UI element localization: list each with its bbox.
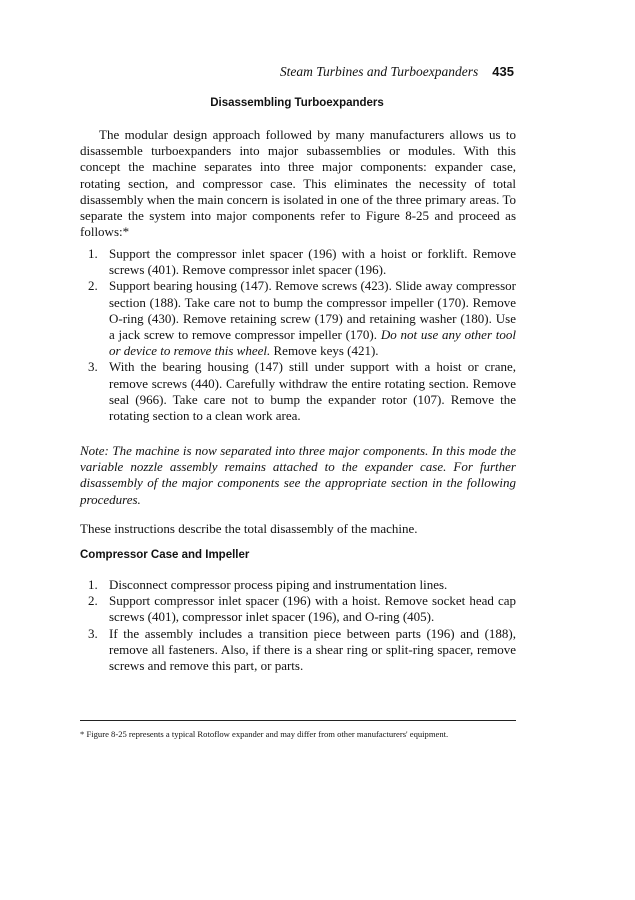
step-number: 2. bbox=[88, 593, 98, 609]
compressor-steps bbox=[80, 577, 516, 674]
step-text-after: Remove keys (421). bbox=[273, 343, 379, 359]
step-number: 1. bbox=[88, 246, 98, 261]
page-number: 435 bbox=[492, 64, 514, 79]
section-heading: Disassembling Turboexpanders bbox=[210, 97, 384, 109]
step-number: 3. bbox=[88, 359, 98, 375]
sub-heading: Compressor Case and Impeller bbox=[80, 549, 250, 561]
step-number: 2. bbox=[88, 278, 98, 294]
intro-paragraph: The modular design approach followed by many manufacturers allows us to disassemble turboexpanders into major subassemblies or modules. With this concept the machine separates into three major components: expander case, rotating section, and compressor case. This eliminates the necessity of total disassembly when the main concern is isolated in one of the three primary areas. To separate the system into major components refer to Figure 8-25 and proceed as follows:* bbox=[80, 127, 516, 240]
instructions-paragraph: These instructions describe the total disassembly of the machine. bbox=[80, 521, 418, 536]
list-item bbox=[80, 577, 516, 593]
list-item bbox=[80, 359, 516, 424]
step-warning: Do not use any other tool or device to remove this wheel. bbox=[109, 327, 517, 359]
list-item bbox=[80, 593, 516, 625]
footnote: * Figure 8-25 represents a typical Rotoflow expander and may differ from other manufacturers' equipment. bbox=[80, 729, 449, 739]
list-item bbox=[80, 626, 516, 675]
step-text: Support bearing housing (147). Remove screws (423). Slide away compressor section (188). Take care not to bump the compressor impeller (170). Remove O-ring (430). Remove retaining screw (179) and retaining washer (180). Use a jack screw to remove compressor impeller (170). bbox=[109, 278, 516, 343]
running-title: Steam Turbines and Turboexpanders bbox=[279, 64, 479, 79]
step-number: 3. bbox=[88, 625, 98, 641]
step-text: Support the compressor inlet spacer (196) with a hoist or forklift. Remove screws (401). Remove compressor inlet spacer (196). bbox=[109, 246, 516, 278]
footnote-divider bbox=[80, 720, 516, 721]
note-paragraph: Note: The machine is now separated into three major components. In this mode the variable nozzle assembly remains attached to the expander case. For further disassembly of the major components see the appropriate section in the following procedures. bbox=[80, 443, 516, 507]
disassembly-steps bbox=[80, 246, 516, 424]
step-number: 1. bbox=[88, 577, 98, 592]
step-text: If the assembly includes a transition piece between parts (196) and (188), remove all fasteners. Also, if there is a shear ring or split-ring spacer, remove screws and remove this part, or parts. bbox=[109, 625, 516, 674]
step-text: Disconnect compressor process piping and instrumentation lines. bbox=[109, 577, 448, 592]
step-text: With the bearing housing (147) still under support with a hoist or crane, remove screws (440). Carefully withdraw the entire rotating section. Remove seal (966). Take care not to bump the expander rotor (107). Remove the rotating section to a clean work area. bbox=[109, 359, 516, 424]
list-item bbox=[80, 246, 516, 278]
running-header bbox=[80, 64, 514, 80]
step-text: Support compressor inlet spacer (196) with a hoist. Remove socket head cap screws (401), compressor inlet spacer (196), and O-ring (405). bbox=[109, 593, 516, 625]
list-item bbox=[80, 278, 516, 359]
